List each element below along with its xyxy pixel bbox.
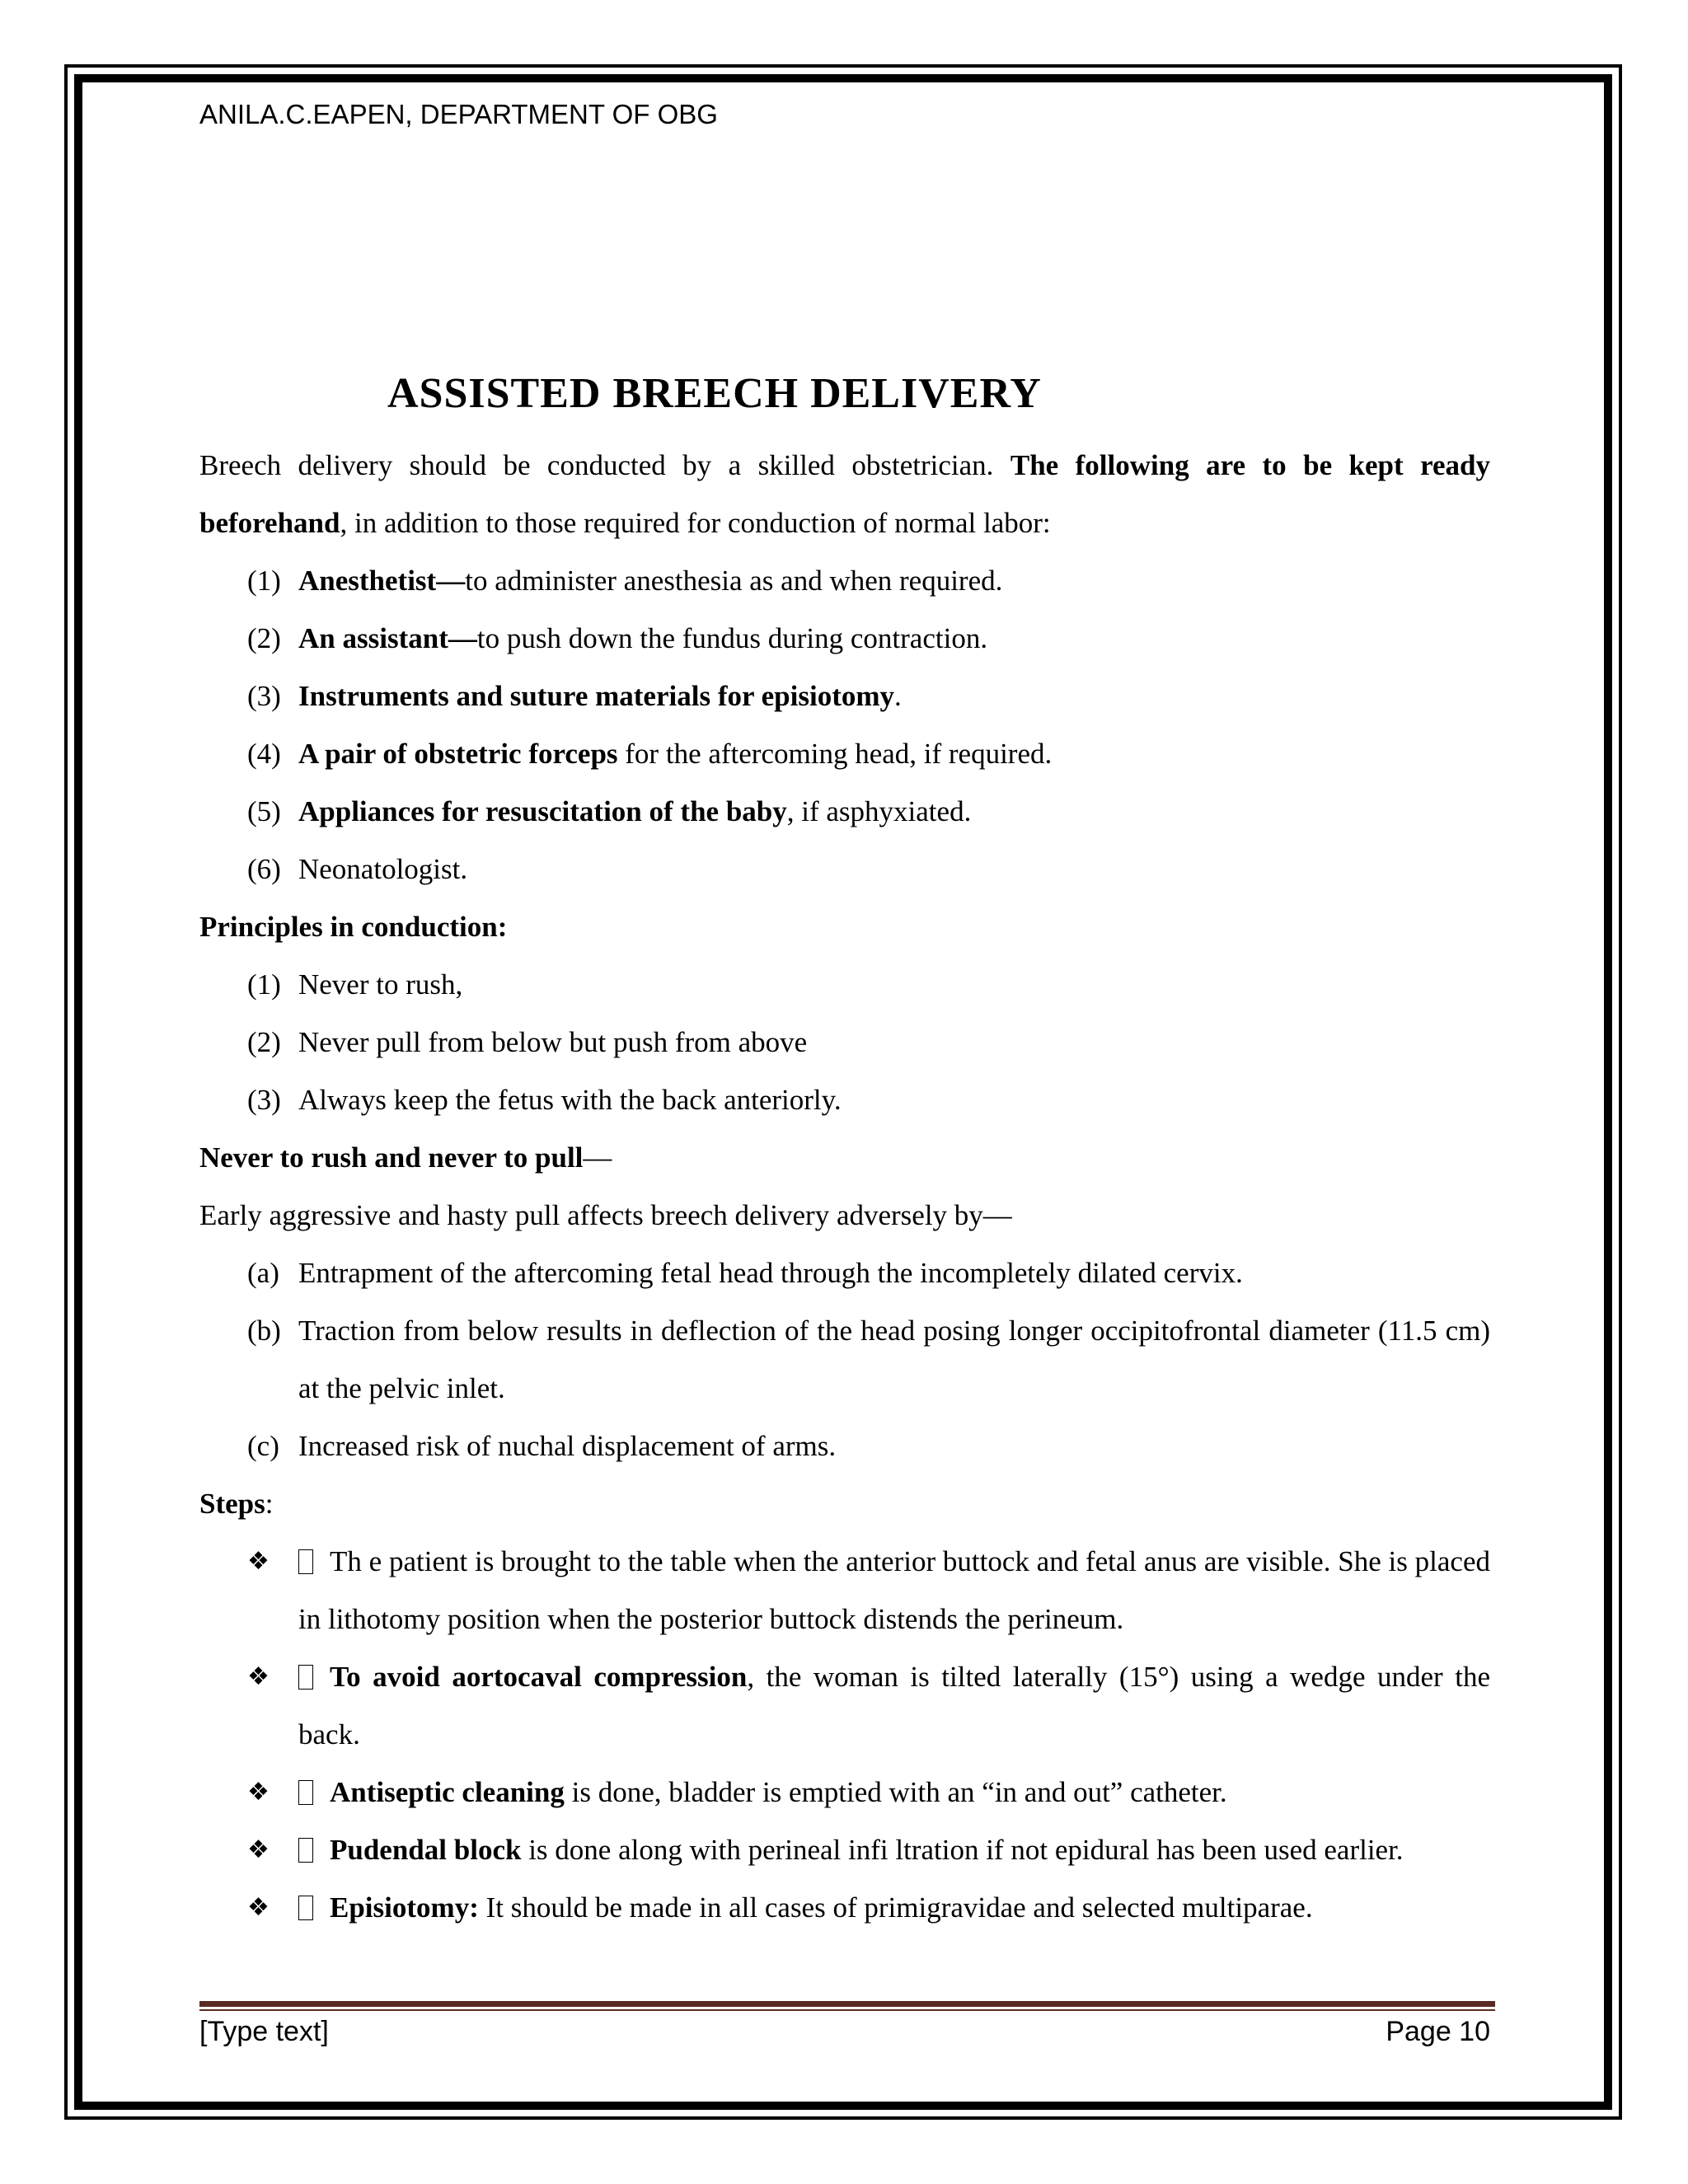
item-rest: is done along with perineal infi ltration if not epidural has been used earlier. [521, 1834, 1404, 1866]
item-rest: . [894, 680, 902, 712]
intro-text-2: , in addition to those required for conduction of normal labor: [340, 507, 1051, 539]
item-number: (3) [247, 1084, 281, 1116]
item-rest: to administer anesthesia as and when required. [465, 565, 1003, 597]
item-rest: to push down the fundus during contraction. [476, 622, 988, 654]
item-number: (5) [247, 795, 281, 827]
item-text: Increased risk of nuchal displacement of arms. [298, 1430, 837, 1462]
item-text: Entrapment of the aftercoming fetal head through the incompletely dilated cervix. [298, 1257, 1243, 1289]
list-item [247, 1071, 1490, 1129]
item-bold: To avoid aortocaval compression [330, 1661, 748, 1693]
missing-glyph-icon [298, 1665, 313, 1690]
list-item [247, 1648, 1490, 1764]
item-bold: A pair of obstetric forceps [298, 738, 618, 770]
item-bold: Episiotomy: [330, 1891, 479, 1924]
item-bold: Instruments and suture materials for episiotomy [298, 680, 895, 712]
item-text [298, 1821, 1490, 1879]
item-number: (4) [247, 738, 281, 770]
item-text [298, 1879, 1490, 1937]
item-number: (a) [247, 1257, 279, 1289]
rush-heading-bold: Never to rush and never to pull [199, 1141, 584, 1174]
diamond-bullet-icon: ❖ [247, 1547, 270, 1576]
item-rest: Th e patient is brought to the table when the anterior buttock and fetal anus are visible. She is placed in lithotomy position when the posterior buttock distends the perineum. [298, 1545, 1490, 1635]
item-text [298, 1648, 1490, 1764]
item-text: Never to rush, [298, 968, 463, 1001]
list-item [247, 1533, 1490, 1648]
item-number: (b) [247, 1315, 281, 1347]
diamond-bullet-icon: ❖ [247, 1662, 270, 1691]
item-text: Traction from below results in deflection of the head posing longer occipitofrontal diameter (11.5 cm) at the pelvic inlet. [298, 1315, 1490, 1404]
item-number: (3) [247, 680, 281, 712]
item-rest: It should be made in all cases of primigravidae and selected multiparae. [478, 1891, 1313, 1924]
item-rest: is done, bladder is emptied with an “in and out” catheter. [564, 1776, 1227, 1808]
item-number: (2) [247, 622, 281, 654]
list-item [247, 610, 1490, 668]
item-bold: Anesthetist— [298, 565, 466, 597]
item-text [298, 552, 1490, 610]
list-item [247, 668, 1490, 725]
item-number: (c) [247, 1430, 279, 1462]
item-bold: Appliances for resuscitation of the baby [298, 795, 787, 827]
list-item [247, 1764, 1490, 1821]
item-rest: , the woman is tilted laterally (15°) using a wedge under the back. [298, 1661, 1490, 1750]
diamond-bullet-icon: ❖ [247, 1893, 270, 1922]
item-bold: An assistant— [298, 622, 477, 654]
item-bold: Antiseptic cleaning [330, 1776, 565, 1808]
item-number: (2) [247, 1026, 281, 1058]
item-text [298, 1533, 1490, 1648]
page-title: ASSISTED BREECH DELIVERY [387, 370, 1042, 417]
item-text: Never pull from below but push from above [298, 1026, 808, 1058]
steps-heading-colon: : [265, 1488, 274, 1520]
steps-heading-bold: Steps [199, 1488, 265, 1520]
list-item [247, 1244, 1490, 1302]
footer-rule-thick [199, 2001, 1495, 2007]
item-rest: for the aftercoming head, if required. [617, 738, 1053, 770]
missing-glyph-icon [298, 1838, 313, 1863]
intro-paragraph [199, 437, 1490, 552]
missing-glyph-icon [298, 1549, 313, 1574]
item-text: Always keep the fetus with the back anteriorly. [298, 1084, 842, 1116]
footer-rule-thin [199, 2009, 1495, 2011]
item-number: (1) [247, 565, 281, 597]
list-item [247, 1302, 1490, 1418]
item-text [298, 668, 1490, 725]
steps-heading [199, 1475, 1490, 1533]
item-number: (1) [247, 968, 281, 1001]
item-text [298, 783, 1490, 841]
list-item [247, 1014, 1490, 1071]
rush-list [199, 1244, 1490, 1475]
document-body [199, 437, 1490, 1937]
footer-left-text: [Type text] [199, 2016, 329, 2047]
steps-list [199, 1533, 1490, 1937]
principles-heading-text: Principles in conduction: [199, 911, 508, 943]
item-text [298, 725, 1490, 783]
list-item [247, 1418, 1490, 1475]
ready-list [199, 552, 1490, 898]
item-rest: Neonatologist. [298, 853, 468, 885]
principles-list [199, 956, 1490, 1129]
item-rest: , if asphyxiated. [786, 795, 972, 827]
item-bold: Pudendal block [330, 1834, 522, 1866]
diamond-bullet-icon: ❖ [247, 1835, 270, 1864]
list-item [247, 1879, 1490, 1937]
item-text [298, 1764, 1490, 1821]
intro-text-1: Breech delivery should be conducted by a skilled obstetrician. [199, 449, 1010, 481]
intro-bold: The following are to be kept ready beforehand [199, 449, 1491, 539]
rush-heading-dash: — [583, 1141, 612, 1174]
item-number: (6) [247, 853, 281, 885]
rush-heading [199, 1129, 1490, 1187]
missing-glyph-icon [298, 1780, 313, 1805]
rush-intro: Early aggressive and hasty pull affects breech delivery adversely by— [199, 1199, 1012, 1231]
diamond-bullet-icon: ❖ [247, 1778, 270, 1807]
list-item [247, 783, 1490, 841]
page-number: Page 10 [1386, 2016, 1490, 2047]
list-item [247, 725, 1490, 783]
list-item [247, 841, 1490, 898]
list-item [247, 552, 1490, 610]
list-item [247, 1821, 1490, 1879]
list-item [247, 956, 1490, 1014]
page-header: ANILA.C.EAPEN, DEPARTMENT OF OBG [199, 99, 718, 129]
item-text [298, 610, 1490, 668]
missing-glyph-icon [298, 1896, 313, 1920]
item-text [298, 841, 1490, 898]
principles-heading [199, 898, 1490, 956]
